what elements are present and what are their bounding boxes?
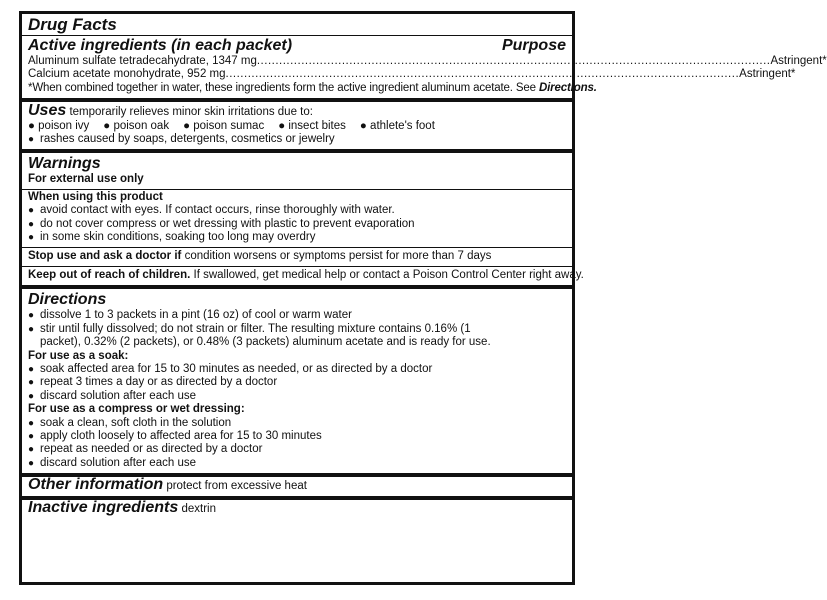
ingredient-row [28, 68, 796, 81]
drug-facts-panel [19, 11, 827, 585]
keep-out-heading: Keep out of reach of children. [28, 268, 191, 281]
ingredient-name: Aluminum sulfate tetradecahydrate, 1347 mg [28, 55, 257, 67]
when-using-heading: When using this product [28, 190, 163, 203]
bullet-icon: ● [28, 430, 35, 442]
stop-use-heading: Stop use and ask a doctor if [28, 250, 182, 263]
bullet-icon: ● [28, 444, 35, 456]
bullet-icon: ● [28, 232, 35, 244]
when-using-section [22, 189, 572, 248]
bullet-icon: ● [28, 363, 35, 375]
warnings-section [22, 149, 572, 188]
ingredient-row [28, 55, 827, 68]
ingredient-name: Calcium acetate monohydrate, 952 mg [28, 68, 226, 81]
directions-reference: Directions. [538, 81, 597, 94]
bullet-icon: ● [103, 119, 111, 132]
list-item: ● soak affected area for 15 to 30 minutes as needed, or as directed by a doctor [28, 362, 433, 375]
bullet-icon: ● [183, 119, 191, 132]
bullet-icon: ● [28, 119, 35, 132]
inactive-ingredients-section [22, 496, 572, 518]
list-item: ● do not cover compress or wet dressing with plastic to prevent evaporation [28, 217, 415, 230]
list-item: ● insect bites [278, 119, 346, 132]
other-information-text: protect from excessive heat [166, 480, 307, 493]
keep-out-section: Keep out of reach of children. If swallowed, get medical help or contact a Poison Control Center right away. [22, 266, 572, 285]
list-item: ● poison oak [103, 119, 170, 132]
bullet-icon: ● [278, 119, 286, 132]
bullet-icon: ● [28, 377, 35, 389]
active-ingredients-section [22, 35, 827, 98]
soak-heading: For use as a soak: [28, 349, 129, 362]
external-use-label: For external use only [28, 173, 144, 186]
uses-heading: Uses [28, 102, 67, 120]
directions-heading: Directions [28, 291, 107, 309]
bullet-icon: ● [28, 134, 35, 146]
bullet-icon: ● [28, 205, 35, 217]
compress-heading: For use as a compress or wet dressing: [28, 403, 245, 416]
bullet-icon: ● [359, 119, 367, 132]
list-item: ● in some skin conditions, soaking too long may overdry [28, 231, 316, 244]
other-information-section [22, 473, 572, 495]
drug-facts-title: Drug Facts [28, 15, 117, 34]
bullet-icon: ● [28, 390, 35, 402]
list-item: ● athlete's foot [359, 119, 435, 132]
list-item: ● dissolve 1 to 3 packets in a pint (16 oz) of cool or warm water [28, 309, 352, 322]
list-item: ● stir until fully dissolved; do not strain or filter. The resulting mixture contains 0.16% (1 packet), 0.32% (2 packets), or 0.48% (3 packets) aluminum acetate and is ready for use. [28, 322, 491, 349]
bullet-icon: ● [28, 310, 35, 322]
inactive-ingredients-heading: Inactive ingredients [28, 498, 179, 516]
directions-section [22, 285, 572, 473]
other-information-heading: Other information [28, 476, 164, 494]
title-section [22, 14, 572, 35]
ingredient-purpose: Astringent* [739, 68, 796, 81]
bullet-icon: ● [28, 417, 35, 429]
ingredient-purpose: Astringent* [770, 55, 827, 67]
list-item: ● poison ivy [28, 119, 90, 132]
list-item: ● soak a clean, soft cloth in the solution [28, 416, 232, 429]
list-item: ● discard solution after each use [28, 456, 196, 469]
inactive-ingredients-text: dextrin [181, 502, 216, 515]
leader-dots: ........................................................................................................................................... [256, 55, 771, 67]
list-item: ● repeat as needed or as directed by a doctor [28, 443, 263, 456]
bullet-icon: ● [28, 457, 35, 469]
uses-intro: temporarily relieves minor skin irritations due to: [69, 106, 313, 119]
list-item: ● rashes caused by soaps, detergents, cosmetics or jewelry [28, 133, 335, 146]
list-item: ● apply cloth loosely to affected area for 15 to 30 minutes [28, 429, 322, 442]
active-ingredients-heading: Active ingredients (in each packet) [28, 37, 293, 54]
list-item: ● repeat 3 times a day or as directed by a doctor [28, 376, 278, 389]
bullet-icon: ● [28, 218, 35, 230]
list-item: ● avoid contact with eyes. If contact occurs, rinse thoroughly with water. [28, 204, 395, 217]
leader-dots: ........................................................................................................................................... [225, 68, 740, 81]
purpose-heading: Purpose [501, 37, 566, 54]
active-ingredients-note: *When combined together in water, these ingredients form the active ingredient aluminum acetate. See Directions. [28, 81, 597, 94]
list-item: ● discard solution after each use [28, 389, 196, 402]
list-item: ● poison sumac [183, 119, 265, 132]
uses-list [28, 120, 566, 133]
warnings-heading: Warnings [28, 155, 101, 173]
bullet-icon: ● [28, 323, 35, 335]
stop-use-section: Stop use and ask a doctor if condition worsens or symptoms persist for more than 7 days [22, 247, 572, 265]
uses-section [22, 98, 572, 149]
